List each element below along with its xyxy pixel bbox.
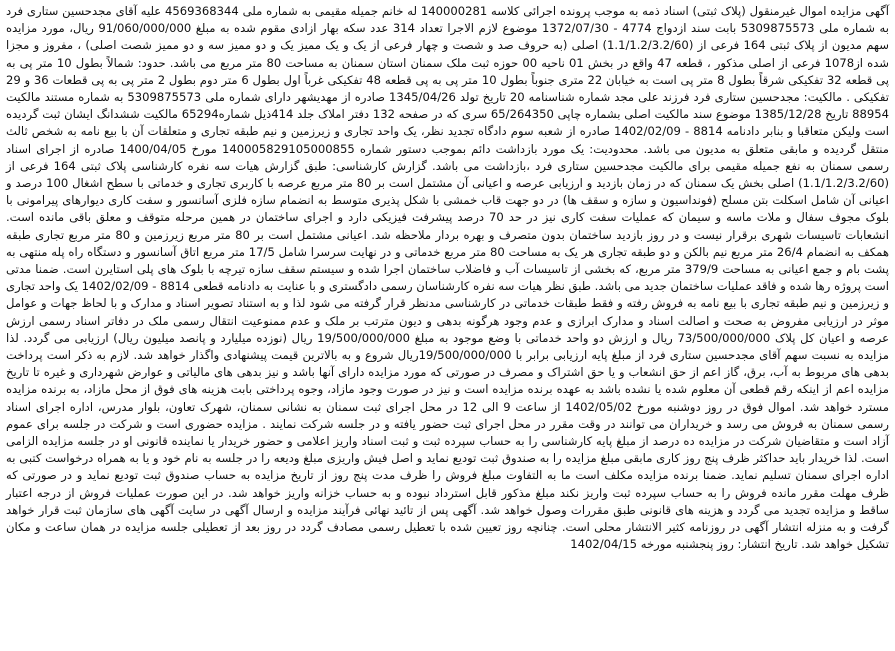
notice-body: آگهی مزایده اموال غیرمنقول (پلاک ثبتی) اسناد ذمه به موجب پرونده اجرائی کلاسه 140000281 له خانم جمیله مقیمی به شماره ملی 4569368344 علیه آقای مجدحسین ستاری فرد به شماره ملی 5309875573 بابت سند ازدواج 4774 - 1372/07/30 موضوع لازم الاجرا تعداد 314 عدد سکه بهار ازادی مقوم شده به مبلغ 91/060/000/000 ریال، مورد مزایده سهم مدیون از پلاک ثبتی 164 فرعی از (1.1/1.2/3.2/60) اصلی (به حروف صد و شصت و چهار فرعی از یک و یک ممیز یک و دو ممیز سه و دو ممیز شصت اصلی) ، مفروز و مجزا شده از1078 فرعی از اصلی مذکور ، قطعه 47 واقع در بخش 01 ناحیه 00 حوزه ثبت ملک سمنان استان سمنان به مساحت 80 متر مربع می باشد. حدود: شمالاً بطول 10 متر پی به پی قطعه 32 تفکیکی شرقاً بطول 8 متر پی است به خیابان 22 متری جنوباً بطول 10 متر پی به پی قطعه 48 تفکیکی غرباً اول بطول 6 متر دوم بطول 2 متر پی به پی قطعات 36 و 29 تفکیکی . مالکیت: مجدحسین ستاری فرد فرزند علی مجد شماره شناسنامه 20 تاریخ تولد 1345/04/26 صادره از مهدیشهر دارای شماره ملی 5309875573 به شماره مستند مالکیت 88954 تاریخ 1385/12/28 موضوع سند مالکیت اصلی بشماره چاپی 65/264350 سری که در صفحه 132 دفتر املاک جلد 414ذیل شماره65294 مالکیت ششدانگ ایشان ثبت گردیده است ولیکن متعاقبا و بنابر دادنامه 8814 - 1402/02/09 صادره از شعبه سوم دادگاه تجدید نظر، یک واحد تجاری و زیرزمین و نیم طبقه تجاری و متعلقات آن با بیع نامه به شخص ثالث منتقل گردیده و مابقی متعلق به مدیون می باشد. محدودیت: یک مورد بازداشت دائم بموجب دستور شماره 140005829105000855 مورخ 1400/04/05 صادره از اجرای اسناد رسمی سمنان به نفع جمیله مقیمی برای مالکیت مجدحسین ستاری فرد ،بازداشت می باشد. گزارش کارشناسی: طبق گزارش هیات سه نفره کارشناسی پلاک ثبتی 164 فرعی از (1.1/1.2/3.2/60) اصلی بخش یک سمنان که در زمان بازدید و ارزیابی عرصه و اعیانی آن مشتمل است بر 80 متر مربع عرصه با کاربری تجاری و خدماتی با سطح اشغال 100 درصد و اعیانی آن شامل اسکلت بتن مسلح (فونداسیون و سازه و سقف ها) در دو جهت قاب خمشی با شکل پذیری متوسط به انضمام سازه فلزی آسانسور و سفت کاری دیوارهای پیرامونی با بلوک مجوف سفال و ملات ماسه و سیمان که عملیات سفت کاری نیز در حد 70 درصد پیشرفت فیزیکی دارد و اجرای ساختمان در همین مرحله متوقف و معلق باقی مانده است. انشعابات تاسیسات شهری برقرار نیست و در روز بازدید ساختمان بدون متصرف و بهره بردار ملاحظه شد. اعیانی مشتمل است بر 80 متر مربع زیرزمین و 80 متر مربع تجاری طبقه همکف به انضمام 26/4 متر مربع نیم بالکن و دو طبقه تجاری هر یک به مساحت 80 متر مربع خدماتی و در نهایت سرسرا شامل 17/5 متر مربع اتاق آسانسور و دستگاه راه پله منتهی به پشت بام و جمع اعیانی به مساحت 379/9 متر مربع، که بخشی از تاسیسات آب و فاضلاب ساختمان اجرا شده و سیستم سقف سازه تیرچه با بلوک های پلی استایرن است. ضمنا مدتی است پروژه رها شده و فاقد عملیات ساختمان جدید می باشد. طبق نظر هیات سه نفره کارشناسان رسمی دادگستری و با عنایت به دادنامه قطعی 8814 - 1402/02/09 یک واحد تجاری و زیرزمین و نیم طبقه تجاری با بیع نامه به فروش رفته و فقط طبقات خدماتی در کارشناسی مدنظر قرار گرفته می شود لذا و به استناد تصویر اسناد و مدارک و با لحاظ جهات و عوامل موثر در ارزیابی مفروض به صحت و اصالت اسناد و مدارک ابرازی و عدم وجود هرگونه بدهی و دیون مترتب بر ملک و عدم ممنوعیت انتقال رسمی ملک در دفاتر اسناد رسمی ارزش عرصه و اعیان کل پلاک 73/500/000/000 ریال و ارزش دو واحد خدماتی با وضع موجود به مبلغ 19/500/000/000 ریال (نوزده میلیارد و پانصد میلیون ریال) ارزیابی می گردد. لذا مزایده به نسبت سهم آقای مجدحسین ستاری فرد از مبلغ پایه ارزیابی برابر با 19/500/000/000ریال شروع و به بالاترین قیمت پیشنهادی واگذار خواهد شد. لازم به ذکر است پرداخت بدهی های مربوط به آب، برق، گاز اعم از حق انشعاب و یا حق اشتراک و مصرف در صورتی که مورد مزایده دارای آنها باشد و نیز بدهی های مالیاتی و عوارض شهرداری و غیره تا تاریخ مزایده اعم از اینکه رقم قطعی آن معلوم شده یا نشده باشد به عهده برنده مزایده است و نیز در صورت وجود مازاد، وجوه پرداختی بابت هزینه های فوق از محل مازاد، به برنده مزایده مسترد خواهد شد. اموال فوق در روز دوشنبه مورخ 1402/05/02 از ساعت 9 الی 12 در محل اجرای ثبت سمنان به نشانی سمنان، شهرک تعاون، بلوار مدرس، اداره اجرای اسناد رسمی سمنان به فروش می رسد و خریداران می توانند در وقت مقرر در محل اجرای ثبت حضور یافته و در جلسه شرکت نمایند . مزایده حضوری است و شرکت در جلسه برای عموم آزاد است و متقاضیان شرکت در مزایده ده درصد از مبلغ پایه کارشناسی را به حساب سپرده ثبت و ثبت اسناد واریز اعلامی و حضور خریدار یا نماینده قانونی او در جلسه مزایده الزامی است. لذا خریدار باید حداکثر ظرف پنج روز کاری مابقی مبلغ مزایده را به صندوق ثبت تودیع نماید و اصل فیش واریزی مبلغ ودیعه را در جلسه به نام خود و یا به همراه درخواست کتبی به اداره اجرای سمنان تسلیم نماید. ضمنا برنده مزایده مکلف است ما به التفاوت مبلغ فروش را ظرف مدت پنج روز از تاریخ مزایده به حساب صندوق ثبت تودیع نماید و در صورتی که ظرف مهلت مقرر مانده فروش را به حساب سپرده ثبت واریز نکند مبلغ مذکور قابل استرداد نبوده و به حساب خزانه واریز خواهد شد. در این صورت عملیات فروش از درجه اعتبار ساقط و مزایده تجدید می گردد و هزینه های قانونی طبق مقررات وصول خواهد شد. آگهی پس از تائید نهائی فرآیند مزایده و ارسال آگهی در سایت آگهی های سازمان ثبت قرار خواهد گرفت و به منزله انتشار آگهی در روزنامه کثیر الانتشار محلی است. چنانچه روز تعیین شده با تعطیل رسمی مصادف گردد در روز بعد از تعطیلی جلسه مزایده در همان ساعت و مکان تشکیل خواهد شد. تاریخ انتشار: روز پنجشنبه مورخه 1402/04/15 (6, 4, 890, 552)
